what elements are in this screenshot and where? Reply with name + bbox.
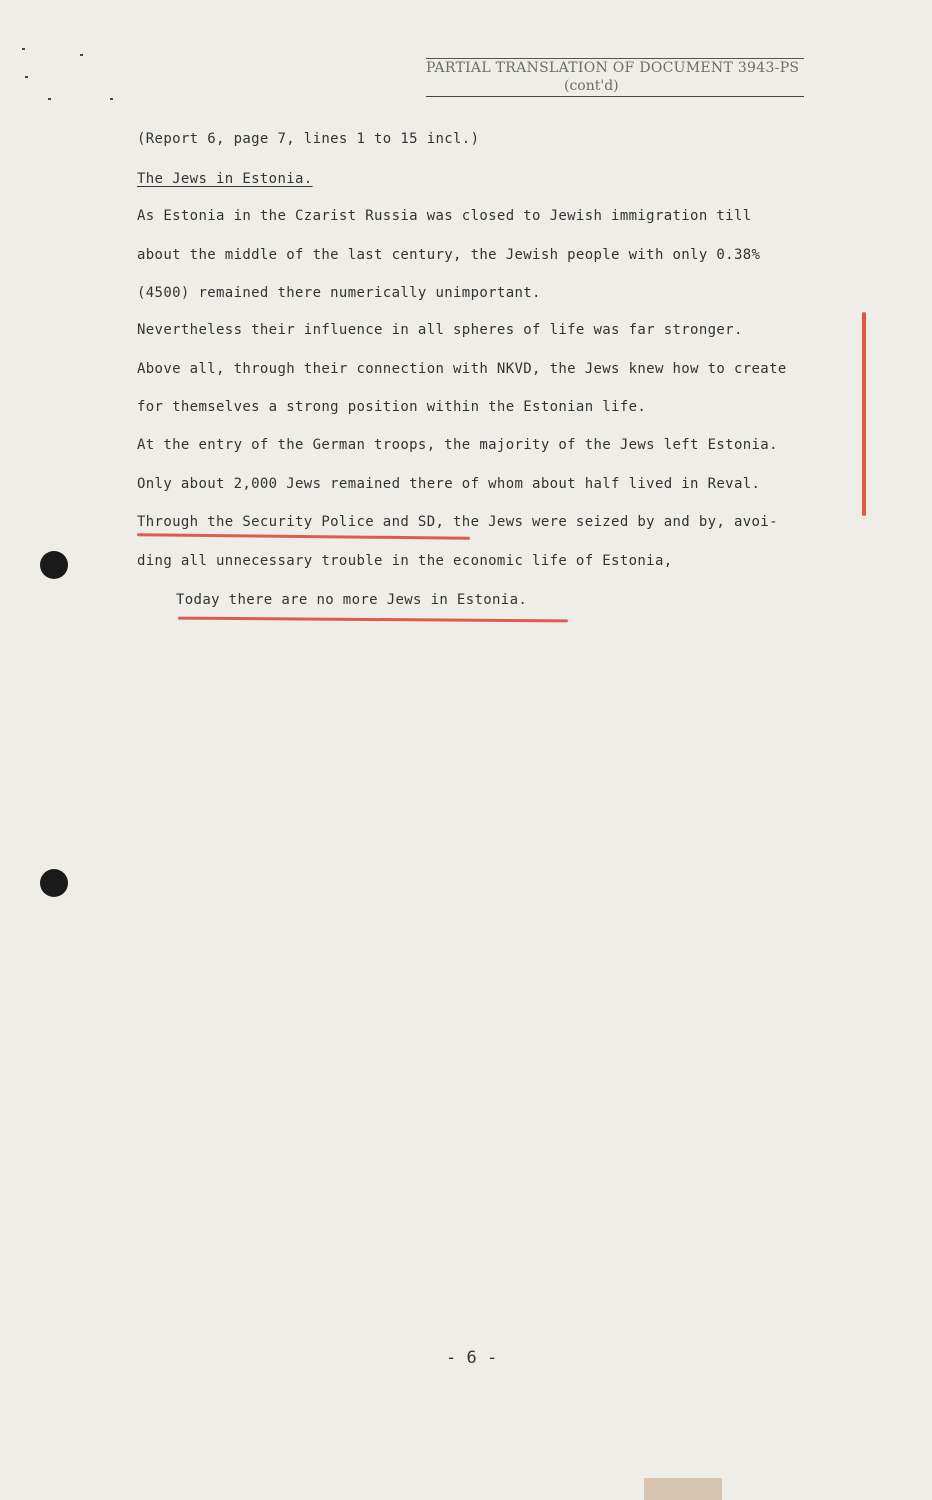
header-rule-top (426, 58, 804, 59)
header-rule-bottom (426, 96, 804, 97)
pencil-underline (137, 533, 470, 539)
paper-speck (80, 54, 83, 56)
body-line: Above all, through their connection with NKVD, the Jews knew how to create (137, 361, 787, 377)
body-line: for themselves a strong position within the Estonian life. (137, 399, 647, 415)
header-continued: (cont'd) (564, 78, 619, 94)
body-line: As Estonia in the Czarist Russia was closed to Jewish immigration till (137, 208, 752, 224)
paper-speck (25, 76, 28, 78)
paper-speck (110, 98, 113, 100)
paper-speck (48, 98, 51, 100)
tape-fragment (644, 1478, 722, 1500)
body-line: ding all unnecessary trouble in the economic life of Estonia, (137, 553, 673, 569)
header-title: PARTIAL TRANSLATION OF DOCUMENT 3943-PS (426, 60, 800, 76)
body-line: (4500) remained there numerically unimportant. (137, 285, 541, 301)
paper-speck (22, 48, 25, 50)
pencil-underline (178, 617, 568, 623)
punch-hole (40, 551, 68, 579)
section-heading: The Jews in Estonia. (137, 171, 313, 187)
body-line: At the entry of the German troops, the majority of the Jews left Estonia. (137, 437, 778, 453)
body-line: Nevertheless their influence in all spheres of life was far stronger. (137, 322, 743, 338)
body-line: Through the Security Police and SD, the Jews were seized by and by, avoi- (137, 514, 778, 530)
margin-pencil-mark (862, 312, 866, 516)
body-line: about the middle of the last century, the Jewish people with only 0.38% (137, 247, 761, 263)
closing-statement: Today there are no more Jews in Estonia. (176, 592, 528, 608)
report-reference: (Report 6, page 7, lines 1 to 15 incl.) (137, 131, 480, 147)
punch-hole (40, 869, 68, 897)
page-number: - 6 - (446, 1348, 498, 1368)
body-line: Only about 2,000 Jews remained there of whom about half lived in Reval. (137, 476, 761, 492)
